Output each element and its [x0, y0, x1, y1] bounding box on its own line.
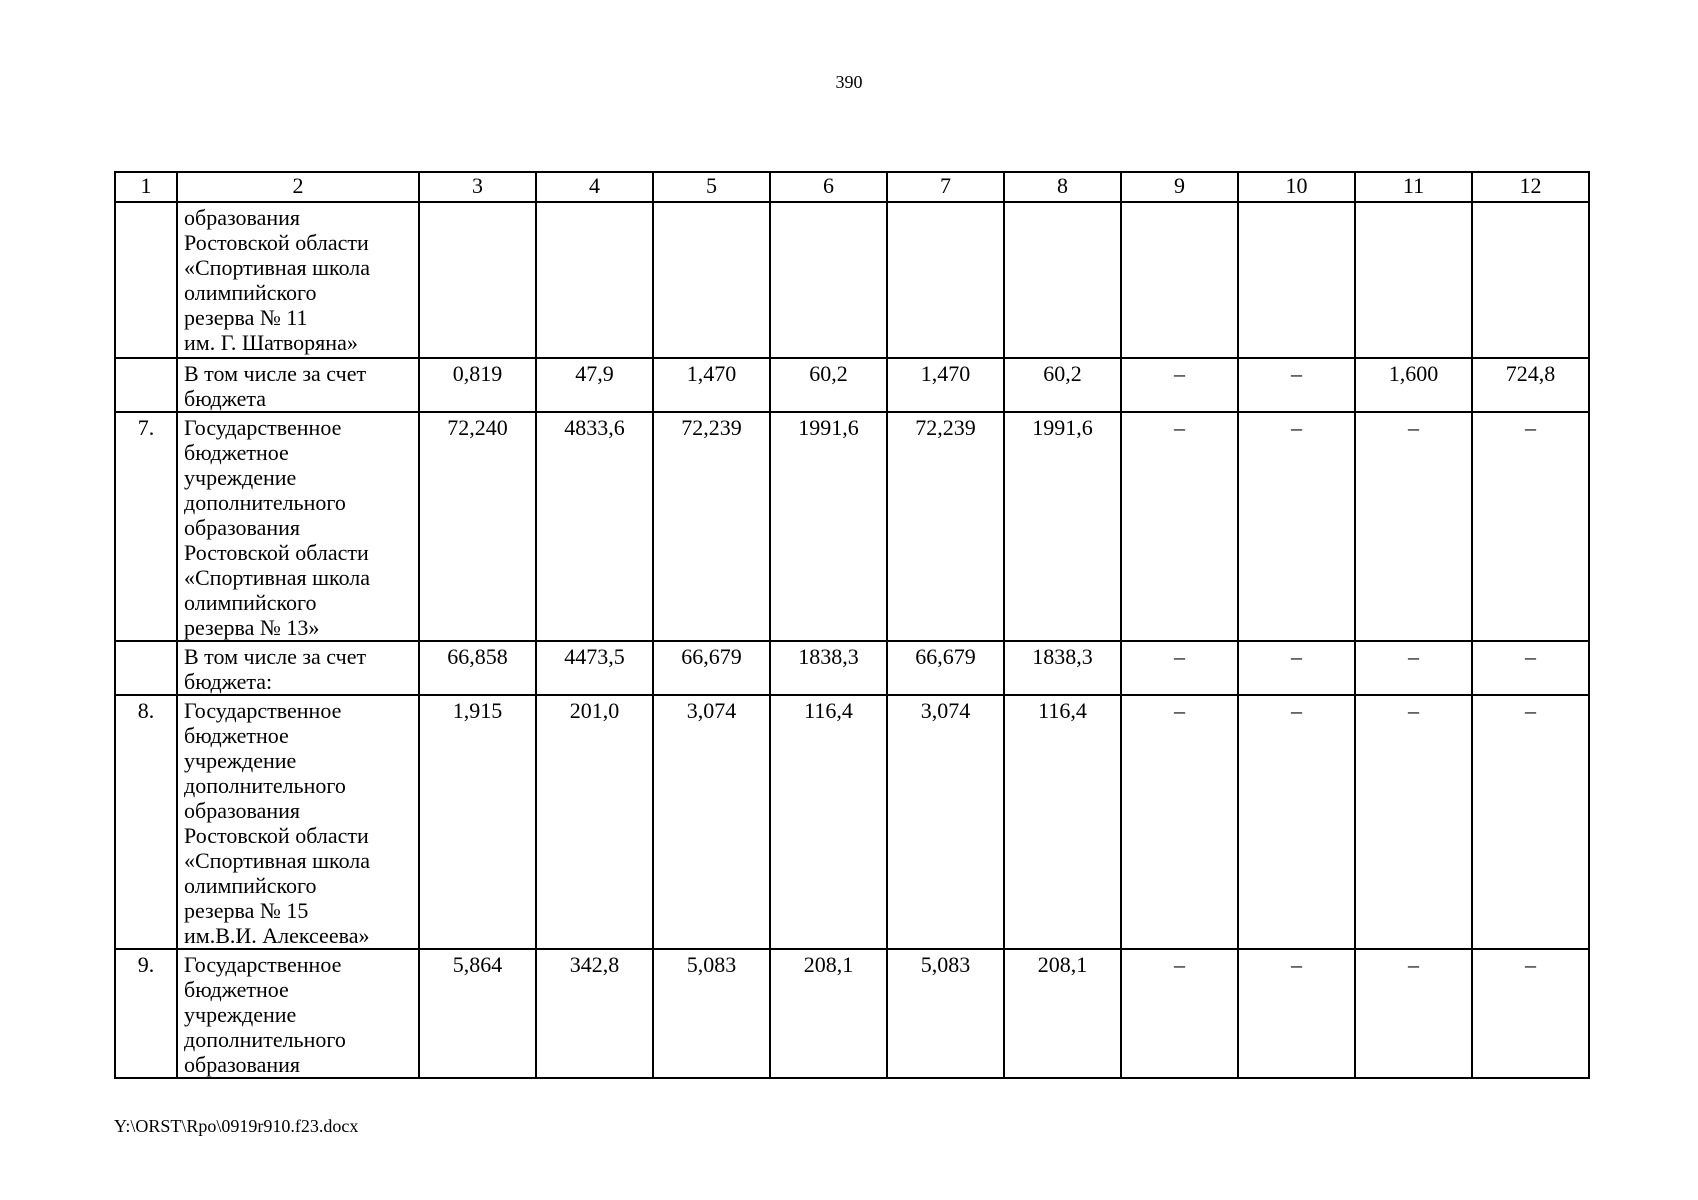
column-header: 4	[536, 172, 653, 202]
row-value: 1991,6	[1004, 412, 1121, 641]
table-row	[115, 412, 1589, 641]
row-name-line: бюджета:	[184, 669, 273, 694]
row-value	[770, 202, 887, 358]
row-value: 1991,6	[770, 412, 887, 641]
row-name-line: Государственное	[184, 952, 342, 977]
row-value: 5,083	[887, 949, 1004, 1078]
row-value: 1838,3	[770, 641, 887, 695]
row-name-line: Ростовской области	[184, 230, 369, 255]
row-value: 1,470	[887, 358, 1004, 412]
row-value: 724,8	[1472, 358, 1589, 412]
row-value	[887, 202, 1004, 358]
column-header: 3	[419, 172, 536, 202]
row-name-line: Государственное	[184, 415, 342, 440]
column-header: 12	[1472, 172, 1589, 202]
row-value: –	[1121, 358, 1238, 412]
row-value: –	[1472, 949, 1589, 1078]
row-value: –	[1472, 412, 1589, 641]
column-header: 5	[653, 172, 770, 202]
row-name-line: Государственное	[184, 698, 342, 723]
row-value: 208,1	[1004, 949, 1121, 1078]
row-value: 1,470	[653, 358, 770, 412]
row-name-line: бюджетное	[184, 723, 289, 748]
row-value: 72,240	[419, 412, 536, 641]
row-value: 3,074	[887, 695, 1004, 949]
row-name-line: дополнительного	[184, 773, 346, 798]
table-header-row	[115, 172, 1589, 202]
row-value: –	[1355, 641, 1472, 695]
column-header: 11	[1355, 172, 1472, 202]
column-header: 2	[177, 172, 419, 202]
row-name	[177, 202, 419, 358]
table-row	[115, 949, 1589, 1078]
row-name-line: олимпийского	[184, 590, 317, 615]
row-value: 60,2	[770, 358, 887, 412]
row-value: 5,864	[419, 949, 536, 1078]
row-value	[1472, 202, 1589, 358]
row-value: 66,679	[887, 641, 1004, 695]
row-value	[1238, 202, 1355, 358]
row-value: 116,4	[770, 695, 887, 949]
row-index: 9.	[115, 949, 177, 1078]
footer-file-path: Y:\ORST\Rpo\0919r910.f23.docx	[114, 1116, 359, 1136]
row-value: 1838,3	[1004, 641, 1121, 695]
row-value: –	[1121, 412, 1238, 641]
row-value: –	[1238, 641, 1355, 695]
page-number: 390	[835, 72, 863, 92]
row-value: 47,9	[536, 358, 653, 412]
row-name-line: В том числе за счет	[184, 644, 367, 669]
row-name-line: образования	[184, 1052, 301, 1077]
row-index	[115, 358, 177, 412]
row-value	[653, 202, 770, 358]
row-name-line: образования	[184, 798, 301, 823]
row-name-line: дополнительного	[184, 1027, 346, 1052]
row-name-line: образования	[184, 205, 301, 230]
row-name	[177, 412, 419, 641]
row-name-line: резерва № 13»	[184, 615, 320, 640]
row-name-line: Ростовской области	[184, 823, 369, 848]
row-value: 342,8	[536, 949, 653, 1078]
row-name-line: резерва № 11	[184, 305, 308, 330]
row-value: 1,915	[419, 695, 536, 949]
row-index	[115, 202, 177, 358]
table-row	[115, 695, 1589, 949]
data-table	[114, 171, 1590, 1079]
row-value: –	[1238, 412, 1355, 641]
row-value: –	[1355, 695, 1472, 949]
row-index	[115, 641, 177, 695]
row-name-line: учреждение	[184, 1002, 297, 1027]
row-value: 4473,5	[536, 641, 653, 695]
row-name-line: Ростовской области	[184, 540, 369, 565]
row-value: 116,4	[1004, 695, 1121, 949]
column-header: 7	[887, 172, 1004, 202]
row-name-line: образования	[184, 515, 301, 540]
row-value: 72,239	[653, 412, 770, 641]
row-value	[1121, 202, 1238, 358]
row-index: 8.	[115, 695, 177, 949]
row-name-line: «Спортивная школа	[184, 565, 371, 590]
row-value: –	[1472, 641, 1589, 695]
row-value: 60,2	[1004, 358, 1121, 412]
row-name-line: олимпийского	[184, 873, 317, 898]
column-header: 10	[1238, 172, 1355, 202]
row-value: –	[1355, 412, 1472, 641]
row-name	[177, 358, 419, 412]
column-header: 9	[1121, 172, 1238, 202]
column-header: 6	[770, 172, 887, 202]
row-value	[536, 202, 653, 358]
row-name-line: им. Г. Шатворяна»	[184, 330, 358, 355]
row-name-line: им.В.И. Алексеева»	[184, 923, 370, 948]
row-value: 66,679	[653, 641, 770, 695]
row-value: 1,600	[1355, 358, 1472, 412]
row-value: –	[1238, 358, 1355, 412]
row-value: –	[1121, 695, 1238, 949]
row-value: –	[1238, 695, 1355, 949]
row-value: 0,819	[419, 358, 536, 412]
row-name-line: дополнительного	[184, 490, 346, 515]
row-name-line: «Спортивная школа	[184, 255, 371, 280]
row-name-line: учреждение	[184, 465, 297, 490]
row-value: 5,083	[653, 949, 770, 1078]
row-index: 7.	[115, 412, 177, 641]
table-row	[115, 358, 1589, 412]
row-value: 208,1	[770, 949, 887, 1078]
row-value: 201,0	[536, 695, 653, 949]
row-name-line: бюджетное	[184, 977, 289, 1002]
row-value: –	[1472, 695, 1589, 949]
table-row	[115, 202, 1589, 358]
row-value: –	[1355, 949, 1472, 1078]
column-header: 8	[1004, 172, 1121, 202]
row-name-line: бюджета	[184, 386, 267, 411]
row-name-line: В том числе за счет	[184, 361, 367, 386]
row-value	[1355, 202, 1472, 358]
row-value: 4833,6	[536, 412, 653, 641]
row-value: 66,858	[419, 641, 536, 695]
row-value	[419, 202, 536, 358]
row-name	[177, 949, 419, 1078]
row-value	[1004, 202, 1121, 358]
row-value: –	[1121, 641, 1238, 695]
table-row	[115, 641, 1589, 695]
row-value: 72,239	[887, 412, 1004, 641]
row-name-line: учреждение	[184, 748, 297, 773]
row-name-line: олимпийского	[184, 280, 317, 305]
row-name-line: бюджетное	[184, 440, 289, 465]
row-value: 3,074	[653, 695, 770, 949]
row-name	[177, 695, 419, 949]
row-value: –	[1121, 949, 1238, 1078]
row-name	[177, 641, 419, 695]
row-value: –	[1238, 949, 1355, 1078]
row-name-line: резерва № 15	[184, 898, 309, 923]
row-name-line: «Спортивная школа	[184, 848, 371, 873]
column-header: 1	[115, 172, 177, 202]
